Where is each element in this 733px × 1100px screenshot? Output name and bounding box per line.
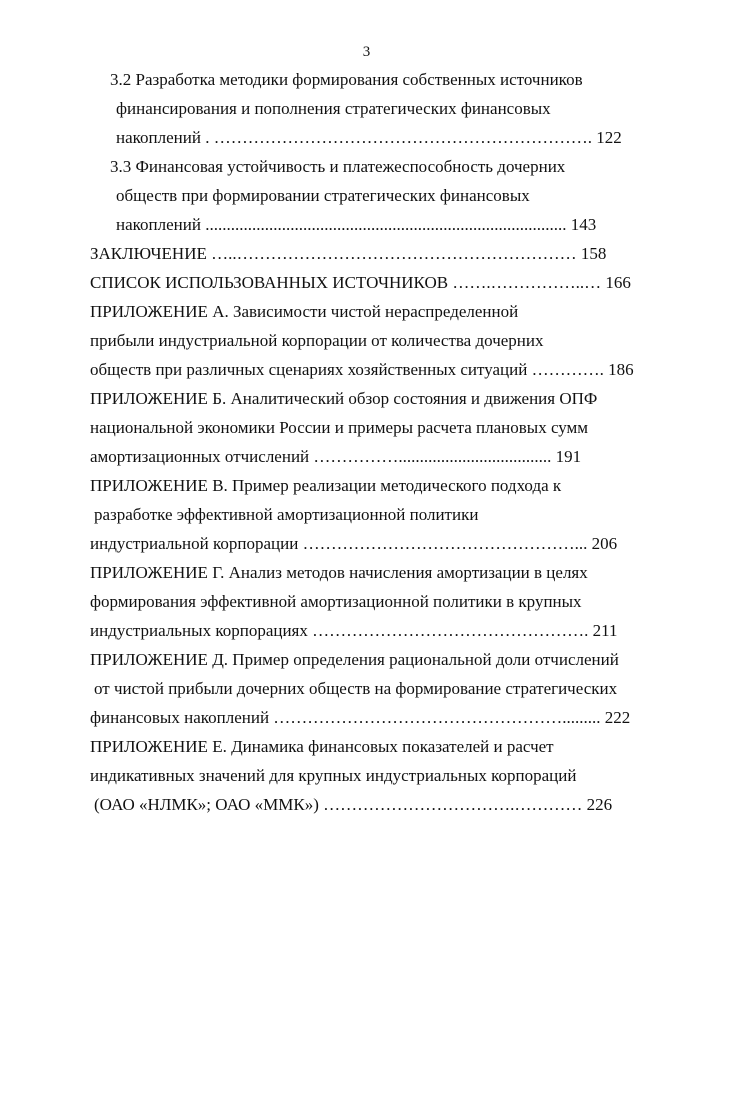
toc-entry-line: финансовых накоплений ……………………………………………......... 222 [90,708,631,727]
toc-entry-line: индустриальной корпорации …………………………………………... 206 [90,534,618,553]
toc-entry-line: индустриальных корпорациях …………………………………………. 211 [90,621,618,640]
toc-entry-line: ПРИЛОЖЕНИЕ А. Зависимости чистой нераспределенной [90,302,519,321]
toc-entry-line: ПРИЛОЖЕНИЕ Е. Динамика финансовых показателей и расчет [90,737,554,756]
page-number: 3 [362,44,371,60]
toc-entry-line: от чистой прибыли дочерних обществ на формирование стратегических [94,679,618,698]
toc-entry-line: СПИСОК ИСПОЛЬЗОВАННЫХ ИСТОЧНИКОВ …….……………..… 166 [90,273,631,292]
toc-entry-line: ЗАКЛЮЧЕНИЕ …..…………………………………………………… 158 [90,244,607,263]
toc-entry-line: обществ при формировании стратегических финансовых [116,186,530,205]
toc-entry-line: ПРИЛОЖЕНИЕ В. Пример реализации методического подхода к [90,476,562,495]
toc-entry-line: накоплений . …………………………………………………………. 122 [116,128,622,147]
toc-entry-line: ПРИЛОЖЕНИЕ Г. Анализ методов начисления амортизации в целях [90,563,588,582]
toc-entry-line: индикативных значений для крупных индустриальных корпораций [90,766,577,785]
toc-entry-line: ПРИЛОЖЕНИЕ Б. Аналитический обзор состояния и движения ОПФ [90,389,598,408]
toc-entry-line: финансирования и пополнения стратегических финансовых [116,99,551,118]
toc-entry-line: (ОАО «НЛМК»; ОАО «ММК») …………………………….………… 226 [94,795,613,814]
toc-entry-line: ПРИЛОЖЕНИЕ Д. Пример определения рациональной доли отчислений [90,650,619,669]
toc-entry-line: формирования эффективной амортизационной политики в крупных [90,592,582,611]
toc-entry-line: прибыли индустриальной корпорации от количества дочерних [90,331,544,350]
toc-entry-line: амортизационных отчислений …………….................................... 191 [90,447,582,466]
toc-entry-line: обществ при различных сценариях хозяйственных ситуаций …………. 186 [90,360,634,379]
toc-entry-line: 3.3 Финансовая устойчивость и платежеспособность дочерних [110,157,566,176]
toc-entry-line: национальной экономики России и примеры расчета плановых сумм [90,418,589,437]
toc-entry-line: разработке эффективной амортизационной политики [94,505,479,524]
toc-entry-line: 3.2 Разработка методики формирования собственных источников [110,70,583,89]
toc-entry-line: накоплений ..................................................................................... 143 [116,215,597,234]
